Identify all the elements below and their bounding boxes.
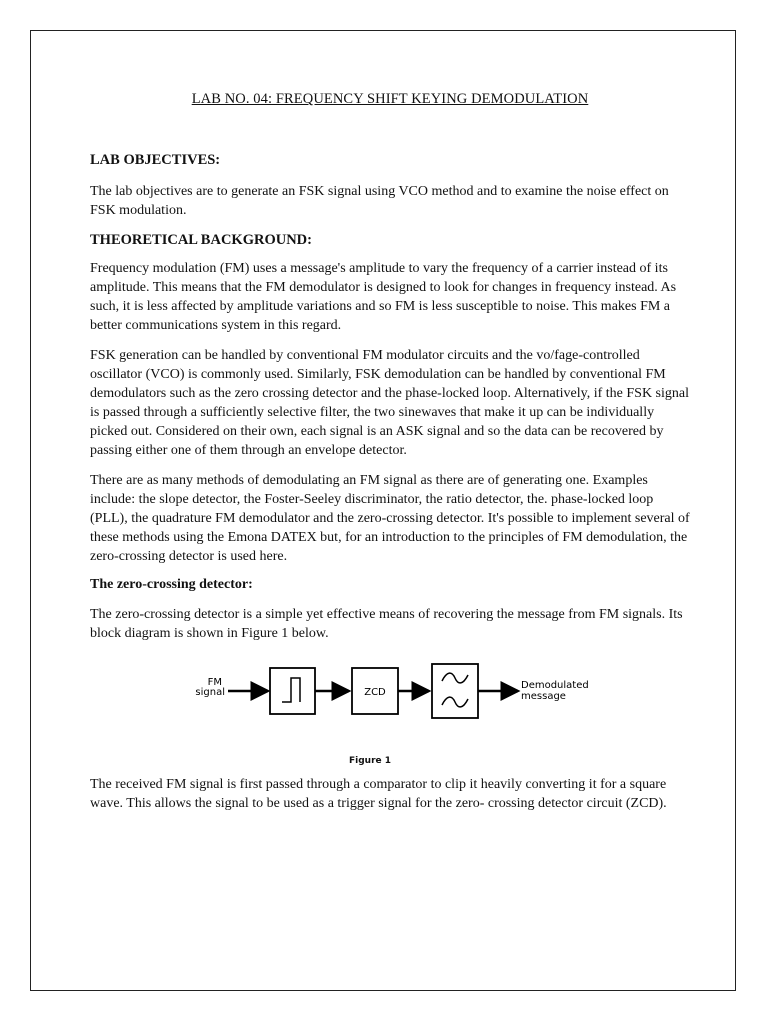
document-body — [90, 91, 690, 824]
theory-paragraph-2: FSK generation can be handled by conventional FM modulator circuits and the vo/fage-controlled oscillator (VCO) is commonly used. Similarly, FSK demodulation can be handled by conventional FM demodulators such as the zero crossing detector and the phase-locked loop. Alternatively, if the FSK signal is passed through a sufficiently selective filter, the two sinewaves that make it up can be individually picked out. Considered on their own, each signal is an ASK signal and so the data can be recovered by passing either one of them through an envelope detector. — [90, 348, 689, 458]
theory-paragraph-3: There are as many methods of demodulating an FM signal as there are of generating one. Examples include: the slope detector, the Foster-Seeley discriminator, the ratio detector, the. phase-locked loop (PLL), the quadrature FM demodulator and the zero-crossing detector. It's possible to implement several of these methods using the Emona DATEX but, for an introduction to the principles of FM demodulation, the zero-crossing detector is used here. — [90, 473, 690, 564]
theory-paragraph-1: Frequency modulation (FM) uses a message's amplitude to vary the frequency of a carrier instead of its amplitude. This means that the FM demodulator is designed to look for changes in frequency instead. As such, it is less affected by amplitude variations and so FM is less susceptible to noise. This makes FM a better communications system in this regard. — [90, 261, 677, 333]
input-label-fm: FM — [207, 677, 222, 688]
comparator-block — [270, 668, 315, 714]
zcd-paragraph-1: The zero-crossing detector is a simple yet effective means of recovering the message from FM signals. Its block diagram is shown in Figure 1 below. — [90, 607, 683, 641]
zcd-heading: The zero-crossing detector: — [90, 577, 253, 592]
objectives-text: The lab objectives are to generate an FSK signal using VCO method and to examine the noise effect on FSK modulation. — [90, 184, 669, 218]
zcd-block-label: ZCD — [364, 687, 386, 698]
output-label-demodulated: Demodulated — [521, 680, 589, 691]
block-diagram-svg — [90, 655, 650, 755]
figure-1-block-diagram — [90, 655, 690, 775]
figure-caption: Figure 1 — [348, 756, 392, 766]
lowpass-filter-block — [432, 664, 478, 718]
document-title: LAB NO. 04: FREQUENCY SHIFT KEYING DEMODULATION — [191, 91, 589, 107]
objectives-heading: LAB OBJECTIVES: — [90, 152, 221, 168]
output-label-message: message — [521, 691, 566, 702]
zcd-paragraph-2: The received FM signal is first passed through a comparator to clip it heavily converting it for a square wave. This allows the signal to be used as a trigger signal for the zero- crossing detector circuit (ZCD). — [90, 777, 667, 811]
input-label-signal: signal — [195, 687, 225, 698]
theory-heading: THEORETICAL BACKGROUND: — [90, 232, 312, 248]
